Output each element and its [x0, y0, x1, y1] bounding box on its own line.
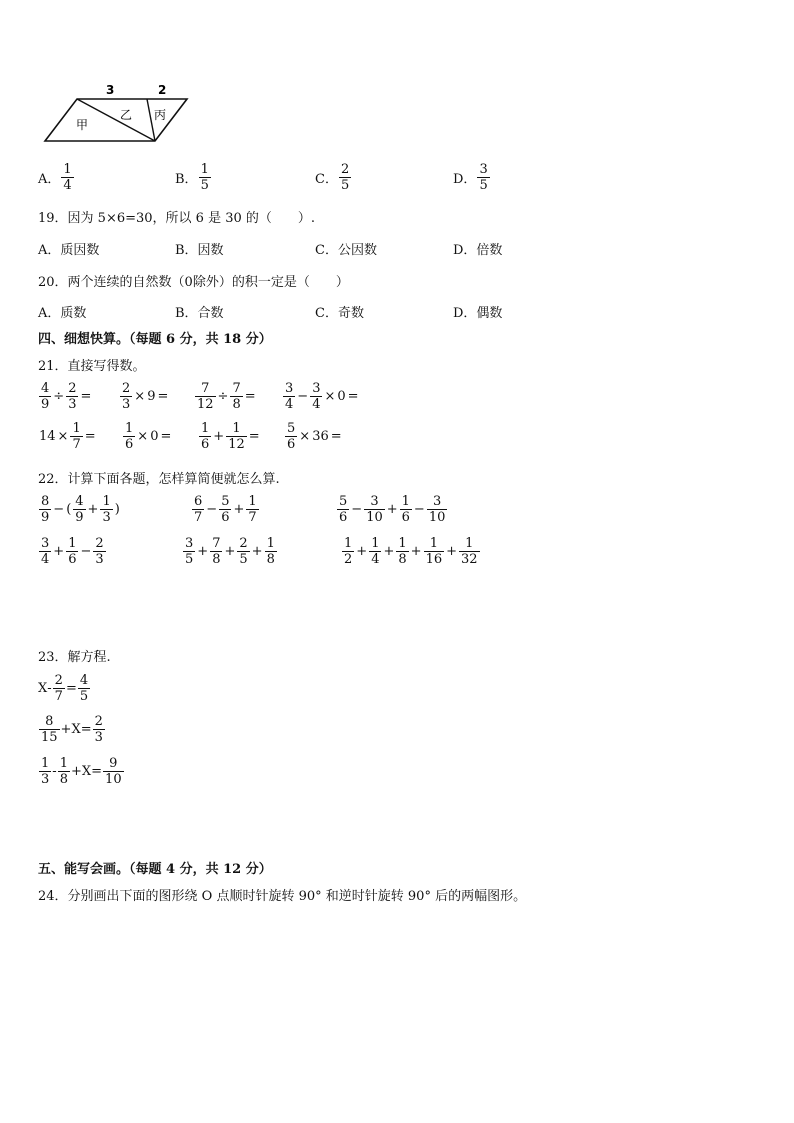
q19-option-a[interactable]: A．质因数	[38, 243, 100, 258]
q20-option-d[interactable]: D．偶数	[453, 306, 503, 321]
option-letter: C．	[315, 172, 338, 187]
q19-option-b[interactable]: B．因数	[175, 243, 224, 258]
q22-expr-6: $\frac{1}{2}$ + $\frac{1}{4}$ + $\frac{1}{8}$ + $\frac{1}{16}$ + $\frac{1}{32}$	[344, 536, 478, 567]
q22-expr-3: $\frac{5}{6}$ − $\frac{3}{10}$ + $\frac{1}{6}$ − $\frac{3}{10}$	[339, 494, 446, 525]
q19-option-c[interactable]: C．公因数	[315, 243, 377, 258]
fraction: $\frac{1}{5}$	[200, 162, 209, 193]
region-yi: 乙	[120, 108, 133, 122]
q23-text: 23．解方程.	[38, 650, 111, 665]
q21-expr-1: $\frac{4}{9}$ ÷ $\frac{2}{3}$ =	[41, 381, 92, 412]
parallelogram-figure	[40, 82, 195, 148]
option-letter: B．	[175, 172, 198, 187]
q22-expr-5: $\frac{3}{5}$ + $\frac{7}{8}$ + $\frac{2}{5}$ + $\frac{1}{8}$	[185, 536, 275, 567]
top-label-3: 3	[106, 83, 115, 97]
q23-eq-1: X - $\frac{2}{7}$ = $\frac{4}{5}$	[38, 673, 89, 704]
region-jia: 甲	[76, 118, 89, 132]
q19-text: 19．因为 5×6=30，所以 6 是 30 的（ ）.	[38, 211, 316, 226]
q22-text: 22．计算下面各题，怎样算简便就怎么算.	[38, 472, 280, 487]
q21-expr-5: 14 × $\frac{1}{7}$ =	[39, 421, 96, 452]
q21-text: 21．直接写得数。	[38, 359, 146, 374]
section5-title: 五、能写会画。（每题 4 分，共 12 分）	[38, 862, 272, 877]
q24-text: 24．分别画出下面的图形绕 O 点顺时针旋转 90° 和逆时针旋转 90° 后的两幅图形。	[38, 889, 527, 904]
region-bing: 丙	[154, 108, 167, 122]
q21-expr-3: $\frac{7}{12}$ ÷ $\frac{7}{8}$ =	[197, 381, 256, 412]
q18-option-b[interactable]	[175, 162, 212, 193]
q21-expr-7: $\frac{1}{6}$ + $\frac{1}{12}$ =	[201, 421, 260, 452]
q21-expr-4: $\frac{3}{4}$ − $\frac{3}{4}$ × 0 =	[285, 381, 359, 412]
top-label-2: 2	[158, 83, 167, 97]
q18-option-a[interactable]	[38, 162, 75, 193]
q22-expr-4: $\frac{3}{4}$ + $\frac{1}{6}$ − $\frac{2}{3}$	[41, 536, 104, 567]
q23-eq-2: $\frac{8}{15}$ + X = $\frac{2}{3}$	[41, 714, 103, 745]
q18-option-d[interactable]	[453, 162, 491, 193]
section4-title: 四、细想快算。（每题 6 分，共 18 分）	[38, 332, 272, 347]
fraction: $\frac{3}{5}$	[479, 162, 488, 193]
option-letter: D．	[453, 172, 477, 187]
fraction: $\frac{2}{5}$	[340, 162, 350, 193]
q23-eq-3: $\frac{1}{3}$ - $\frac{1}{8}$ + X = $\frac{9}{10}$	[41, 756, 122, 787]
q20-option-a[interactable]: A．质数	[38, 306, 87, 321]
q20-option-c[interactable]: C．奇数	[315, 306, 364, 321]
q22-expr-2: $\frac{6}{7}$ − $\frac{5}{6}$ + $\frac{1}{7}$	[194, 494, 257, 525]
option-letter: A．	[38, 172, 61, 187]
fraction: $\frac{1}{4}$	[63, 162, 72, 193]
q21-expr-8: $\frac{5}{6}$ × 36 =	[287, 421, 342, 452]
q21-expr-2: $\frac{2}{3}$ × 9 =	[122, 381, 169, 412]
q19-option-d[interactable]: D．倍数	[453, 243, 503, 258]
q18-option-c[interactable]	[315, 162, 352, 193]
q21-expr-6: $\frac{1}{6}$ × 0 =	[125, 421, 172, 452]
q20-text: 20．两个连续的自然数（0除外）的积一定是（ ）	[38, 275, 349, 290]
q20-option-b[interactable]: B．合数	[175, 306, 224, 321]
q22-expr-1: $\frac{8}{9}$ − ( $\frac{4}{9}$ + $\frac{1}{3}$ )	[41, 494, 120, 525]
